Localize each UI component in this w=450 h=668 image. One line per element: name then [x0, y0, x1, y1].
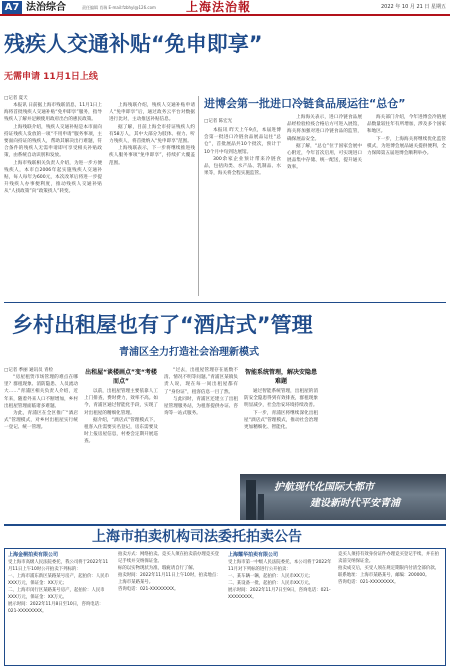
paragraph: 咨询电话：021-XXXXXXXX。 [118, 587, 179, 592]
paragraph: 据了解，目前上海全市持证残疾人约有58万人，其中大部分为肢体、视力、听力残疾人，将首批纳入“免申即享”范围。 [109, 124, 195, 145]
newspaper-masthead: 上海法治報 [186, 0, 252, 14]
article-column [287, 114, 362, 297]
article-column [109, 102, 195, 294]
paragraph: “过去，出租屋管理存在底数不清、情况不明等问题。”青浦区某镇负责人说，现在每一间出租屋都有了“身份证”，租客信息一目了然。 [164, 368, 238, 395]
paragraph: 展示时间：2022年11月8日至10日，咨询电话：021-XXXXXXXX。 [8, 602, 104, 614]
article-column [84, 367, 158, 515]
paragraph: 上海海关表示，进口冷链食品展品经检验检疫合格后方可进入展馆，海关将加强对进口冷链食品的监管，确保展品安全。 [287, 115, 362, 142]
announcement-column [338, 551, 442, 664]
article-column [244, 367, 318, 479]
paragraph: 本报讯 日前据上海市残联消息，11月1日上海将首批残疾人交通补贴“免申即享”服务，指导残疾人了解并足额使用政府出台的惠民政策。 [4, 103, 102, 123]
article-headline: 进博会第一批进口冷链食品展运往“总仓” [204, 97, 406, 110]
paragraph: 拍卖成交后，买受人须在规定期限内付清全部价款。 [338, 566, 439, 571]
paragraph: 为此，青浦区在全区推广“酒店式”管理模式，对乡村出租屋实行统一登记、统一管理。 [4, 411, 78, 431]
paragraph: 受上海市第一中级人民法院委托，本公司将于2022年11月对下列标的进行公开拍卖： [228, 560, 332, 572]
crosshead: 出租屋“谈楼画点”变“考楼而点” [85, 369, 157, 385]
article-headline: 残疾人交通补贴“免申即享” [4, 32, 263, 56]
paragraph: 上海市残联相关负责人介绍，为进一步方便残疾人，本市自2006年起实施残疾人交通补贴，每人每年为600元，本次改革后将进一步提升残疾人办事便利度，推动残疾人交通补贴从“人找政策”向“政策找人”转变。 [4, 160, 102, 195]
article-byline: □记者 夏天 [4, 96, 28, 101]
paragraph: 一、某车辆一辆，起拍价：人民币XX万元； [228, 574, 314, 579]
article-byline: □记者 陈宏光 [204, 119, 233, 124]
announcement-rule [4, 524, 446, 526]
announcement-column [228, 551, 332, 664]
paragraph: 竞买人须持有效身份证件办理竞买登记手续，并在拍卖前交纳保证金。 [338, 552, 439, 564]
paragraph: 据了解，“总仓”位于国家会展中心附近，今年首次启用，可实现进口展品集中存储、统一配送，提升通关效率。 [287, 143, 362, 171]
section-divider [4, 302, 446, 303]
paragraph: 咨询电话：021-XXXXXXXX。 [338, 580, 399, 585]
article-subheadline: 无需申请 11月1日上线 [4, 72, 98, 82]
photo-banner [240, 474, 446, 520]
paragraph: “房屋租赁市场管理的难点在哪里？群租现象、消防隐患、人员流动大……”青浦区相关负责人介绍，近年来，随着外来人口不断增加，乡村出租屋管理面临诸多难题。 [4, 375, 78, 409]
paragraph: 据介绍，“酒店式”管理模式下，租客入住需要实名登记，房东需要及时上报房屋信息，村委会定期开展巡查。 [84, 417, 158, 445]
photo-slogan: 护航现代化国际大都市 [274, 482, 374, 493]
paragraph: 下一步，青浦区将继续深化出租屋“酒店式”管理模式，推动社会治理更加精细化、智能化。 [244, 410, 318, 431]
paragraph: 下一步，上海海关将继续优化监管模式，为进博会展品通关提供便利，全力保障第五届进博会顺利举办。 [367, 136, 446, 157]
paragraph: 展示时间：2022年11月7日至9日，咨询电话：021-XXXXXXXX。 [228, 588, 331, 600]
announcement-title: 上海市拍卖机构司法委托拍卖公告 [92, 529, 302, 545]
page-header [0, 0, 450, 16]
article-headline: 乡村出租屋也有了“酒店式”管理 [12, 313, 313, 337]
issue-date: 2022 年 10 月 21 日 星期五 [381, 4, 446, 10]
editor-info: 责任编辑 肖瑞 E-mail:fzbhyl@126.com [82, 5, 156, 10]
paragraph: 联系地址：上海市某路某号，邮编：200000。 [338, 573, 430, 578]
auction-company: 上海金桐拍卖有限公司 [8, 552, 59, 558]
building-silhouette [246, 480, 256, 520]
paragraph: 300余家企业预计带来冷链食品，包括肉类、水产品、乳制品、水果等，海关将全程实施监管。 [204, 156, 281, 177]
paragraph: 与此同时，青浦区还建立了出租屋管理服务站，为租客提供办证、咨询等一站式服务。 [164, 396, 238, 417]
paragraph: 本报讯 昨天上午9点，本届进博会第一批进口冷链食品展品运往“总仓”，首批展品共10个批次，预计于10个月中旬到达展馆。 [204, 128, 281, 155]
crosshead: 智能系统管理，解决安隐患难题 [244, 369, 317, 385]
paragraph: 拍卖方式：网络拍卖。竞买人须在拍卖前办理竞买登记手续并交纳保证金。 [118, 552, 219, 564]
paragraph: 上海残联介绍，残疾人交通补贴是本市面向持证残疾人发放的一项“不用申请”服务事项，主要面向持证的残疾人，帮助其解决出行难题，符合条件的残疾人无需申请即可享受相关补贴政策，由系统自动识别和发放。 [4, 124, 102, 159]
article-column [367, 114, 446, 297]
paragraph: 标的以实物现状为准，瑕疵请自行了解。 [118, 566, 198, 571]
column-divider [198, 96, 199, 296]
paragraph: 拍卖时间：2022年11月11日上午10时，拍卖地点：上海市某路某号。 [118, 573, 221, 585]
announcement-column [8, 551, 112, 664]
article-column [204, 127, 281, 297]
paragraph: 受上海市高级人民法院委托，我公司将于2022年11月11日上午10时公开拍卖下列标的： [8, 560, 109, 572]
paragraph: 二、上海市闵行区某路某号房产，起拍价：人民币XXX万元，保证金：XX万元。 [8, 588, 105, 600]
section-title: 法治综合 [26, 2, 66, 13]
article-column [4, 102, 102, 294]
auction-company: 上海耀华拍卖有限公司 [228, 552, 279, 558]
paragraph: 一、上海市浦东新区某路某号房产，起拍价：人民币XXX万元，保证金：XX万元； [8, 574, 109, 586]
page-number: A7 [2, 1, 22, 14]
article-subheadline: 青浦区全力打造社会治理新模式 [119, 347, 259, 358]
building-silhouette [258, 494, 264, 520]
article-byline: □记者 季丽 通讯员 青检 [4, 368, 54, 373]
paragraph: 以前，出租屋管理主要依靠人工上门排查，费时费力，效率不高。如今，青浦区通过智能化手段，实现了对出租屋的精细化管理。 [84, 389, 158, 416]
announcement-column [118, 551, 222, 664]
paragraph: 通过智能系统管理，出租屋的消防安全隐患得到有效排查，群租现象明显减少，社会治安环境持续改善。 [244, 389, 318, 409]
photo-slogan: 建设新时代平安青浦 [310, 498, 400, 509]
paragraph: 二、某设备一批，起拍价：人民币XX万元。 [228, 581, 314, 586]
article-column [4, 367, 78, 515]
article-column [164, 367, 238, 515]
paragraph: 上海残联介绍，残疾人交通补贴申请人“免申即享”后，通过政务云平台对数据进行比对，主动推送补贴信息。 [109, 103, 195, 123]
paragraph: 上海残联表示，下一步将继续推进残疾人服务事项“免申即享”，持续扩大覆盖范围。 [109, 146, 195, 166]
paragraph: 海关部门介绍，今年进博会冷链展品数量较往年有所增加，涉及多个国家和地区。 [367, 115, 446, 135]
